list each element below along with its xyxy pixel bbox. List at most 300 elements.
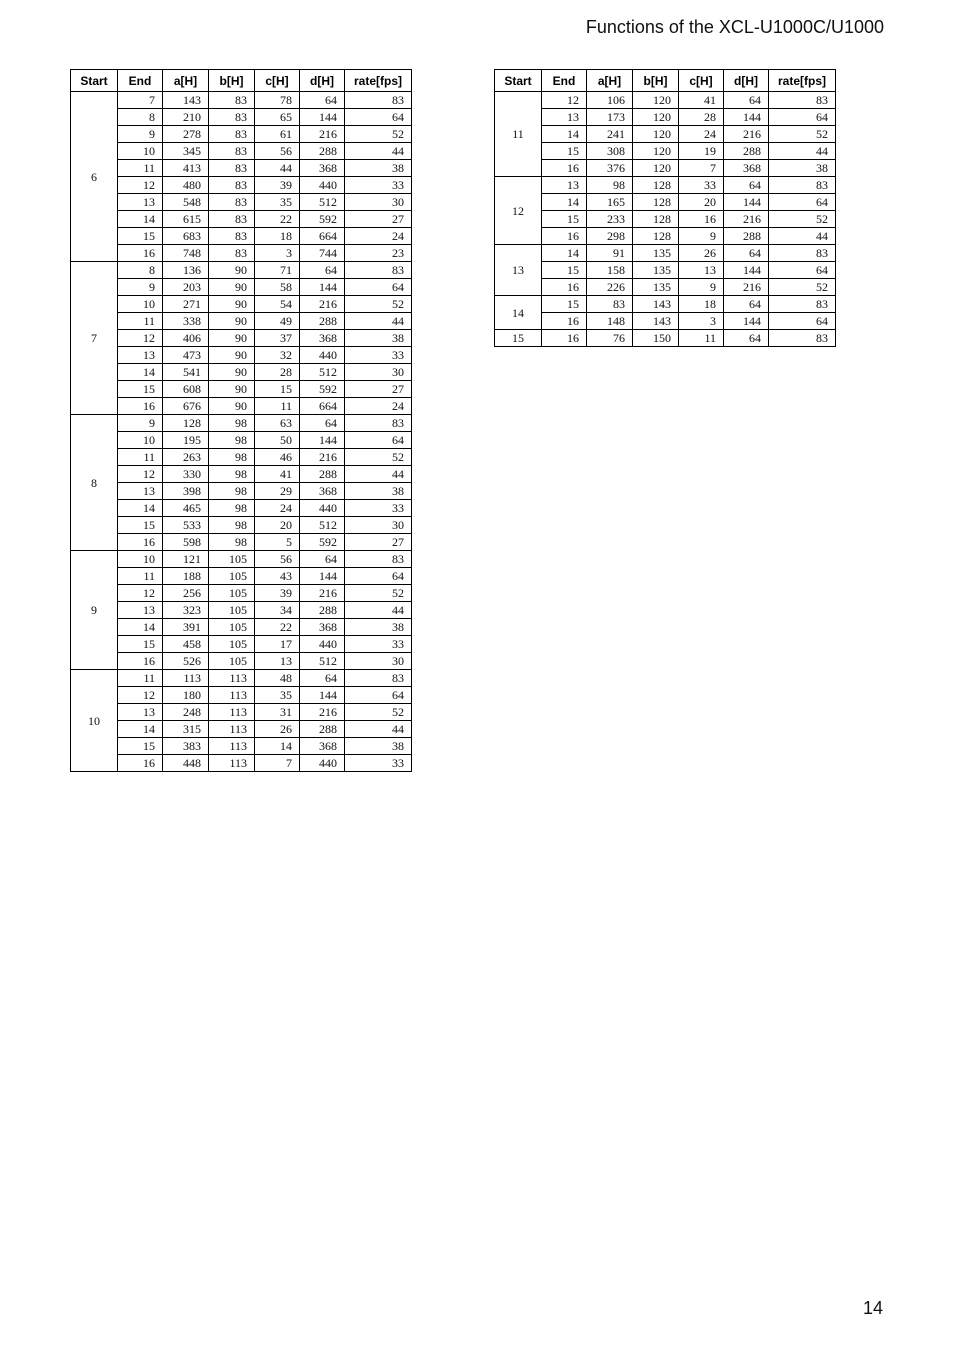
rate-cell: 64: [345, 687, 412, 704]
rate-cell: 23: [345, 245, 412, 262]
end-cell: 12: [118, 330, 163, 347]
end-cell: 15: [118, 517, 163, 534]
d-cell: 144: [724, 109, 769, 126]
d-cell: 144: [724, 313, 769, 330]
rate-cell: 52: [345, 296, 412, 313]
column-header-b: b[H]: [633, 70, 679, 92]
end-cell: 13: [542, 177, 587, 194]
d-cell: 368: [300, 330, 345, 347]
a-cell: 683: [163, 228, 209, 245]
c-cell: 39: [255, 177, 300, 194]
b-cell: 143: [633, 296, 679, 313]
table-row: [71, 585, 412, 602]
b-cell: 113: [209, 738, 255, 755]
b-cell: 83: [209, 245, 255, 262]
rate-cell: 30: [345, 517, 412, 534]
rate-cell: 44: [345, 313, 412, 330]
b-cell: 120: [633, 109, 679, 126]
end-cell: 10: [118, 432, 163, 449]
table-row: [71, 211, 412, 228]
c-cell: 33: [679, 177, 724, 194]
d-cell: 744: [300, 245, 345, 262]
b-cell: 120: [633, 160, 679, 177]
table-row: [495, 109, 836, 126]
rate-cell: 44: [345, 602, 412, 619]
end-cell: 16: [542, 313, 587, 330]
start-cell: 10: [71, 670, 118, 772]
table-row: [495, 194, 836, 211]
a-cell: 458: [163, 636, 209, 653]
d-cell: 592: [300, 381, 345, 398]
rate-cell: 83: [769, 92, 836, 109]
b-cell: 98: [209, 415, 255, 432]
b-cell: 98: [209, 517, 255, 534]
end-cell: 12: [542, 92, 587, 109]
table-row: [71, 398, 412, 415]
table-row: [495, 279, 836, 296]
table-row: [71, 500, 412, 517]
c-cell: 44: [255, 160, 300, 177]
c-cell: 29: [255, 483, 300, 500]
table-row: [71, 619, 412, 636]
rate-cell: 33: [345, 636, 412, 653]
d-cell: 216: [724, 279, 769, 296]
column-header-rate: rate[fps]: [769, 70, 836, 92]
d-cell: 64: [724, 177, 769, 194]
c-cell: 24: [679, 126, 724, 143]
table-row: [495, 262, 836, 279]
c-cell: 32: [255, 347, 300, 364]
a-cell: 271: [163, 296, 209, 313]
start-cell: 9: [71, 551, 118, 670]
start-cell: 15: [495, 330, 542, 347]
b-cell: 83: [209, 92, 255, 109]
d-cell: 144: [300, 432, 345, 449]
a-cell: 136: [163, 262, 209, 279]
b-cell: 105: [209, 619, 255, 636]
a-cell: 376: [587, 160, 633, 177]
a-cell: 248: [163, 704, 209, 721]
c-cell: 78: [255, 92, 300, 109]
b-cell: 98: [209, 449, 255, 466]
timing-table-left: [70, 69, 412, 772]
column-header-a: a[H]: [587, 70, 633, 92]
c-cell: 41: [679, 92, 724, 109]
d-cell: 216: [300, 126, 345, 143]
end-cell: 13: [118, 704, 163, 721]
a-cell: 323: [163, 602, 209, 619]
d-cell: 64: [724, 330, 769, 347]
table-row: [71, 279, 412, 296]
start-cell: 7: [71, 262, 118, 415]
c-cell: 26: [679, 245, 724, 262]
d-cell: 216: [724, 126, 769, 143]
rate-cell: 24: [345, 228, 412, 245]
c-cell: 50: [255, 432, 300, 449]
rate-cell: 33: [345, 347, 412, 364]
a-cell: 241: [587, 126, 633, 143]
rate-cell: 44: [769, 143, 836, 160]
table-row: [71, 364, 412, 381]
end-cell: 13: [542, 109, 587, 126]
d-cell: 64: [724, 245, 769, 262]
a-cell: 76: [587, 330, 633, 347]
table-row: [71, 432, 412, 449]
a-cell: 541: [163, 364, 209, 381]
end-cell: 9: [118, 415, 163, 432]
a-cell: 345: [163, 143, 209, 160]
rate-cell: 64: [769, 262, 836, 279]
end-cell: 11: [118, 670, 163, 687]
d-cell: 512: [300, 517, 345, 534]
start-cell: 11: [495, 92, 542, 177]
rate-cell: 27: [345, 381, 412, 398]
b-cell: 113: [209, 670, 255, 687]
b-cell: 90: [209, 381, 255, 398]
table-row: [71, 517, 412, 534]
d-cell: 64: [300, 415, 345, 432]
d-cell: 664: [300, 228, 345, 245]
table-row: [71, 738, 412, 755]
rate-cell: 83: [345, 415, 412, 432]
c-cell: 16: [679, 211, 724, 228]
c-cell: 65: [255, 109, 300, 126]
a-cell: 165: [587, 194, 633, 211]
c-cell: 31: [255, 704, 300, 721]
rate-cell: 44: [769, 228, 836, 245]
a-cell: 480: [163, 177, 209, 194]
rate-cell: 64: [769, 109, 836, 126]
end-cell: 16: [542, 279, 587, 296]
b-cell: 105: [209, 602, 255, 619]
c-cell: 49: [255, 313, 300, 330]
table-row: [71, 687, 412, 704]
table-row: [71, 92, 412, 109]
table-row: [71, 228, 412, 245]
c-cell: 19: [679, 143, 724, 160]
rate-cell: 83: [769, 296, 836, 313]
rate-cell: 44: [345, 143, 412, 160]
rate-cell: 64: [769, 194, 836, 211]
table-row: [71, 415, 412, 432]
b-cell: 90: [209, 313, 255, 330]
start-cell: 6: [71, 92, 118, 262]
end-cell: 16: [118, 398, 163, 415]
end-cell: 14: [118, 364, 163, 381]
rate-cell: 83: [345, 670, 412, 687]
d-cell: 440: [300, 636, 345, 653]
a-cell: 548: [163, 194, 209, 211]
d-cell: 64: [724, 92, 769, 109]
end-cell: 12: [118, 177, 163, 194]
b-cell: 90: [209, 296, 255, 313]
rate-cell: 38: [345, 160, 412, 177]
c-cell: 17: [255, 636, 300, 653]
table-row: [71, 347, 412, 364]
a-cell: 465: [163, 500, 209, 517]
b-cell: 83: [209, 194, 255, 211]
a-cell: 233: [587, 211, 633, 228]
c-cell: 20: [679, 194, 724, 211]
d-cell: 664: [300, 398, 345, 415]
d-cell: 144: [300, 109, 345, 126]
table-row: [495, 228, 836, 245]
table-row: [71, 330, 412, 347]
end-cell: 15: [118, 738, 163, 755]
c-cell: 26: [255, 721, 300, 738]
start-cell: 12: [495, 177, 542, 245]
table-row: [71, 143, 412, 160]
d-cell: 216: [300, 585, 345, 602]
table-row: [71, 245, 412, 262]
column-header-c: c[H]: [255, 70, 300, 92]
b-cell: 83: [209, 143, 255, 160]
rate-cell: 64: [769, 313, 836, 330]
c-cell: 63: [255, 415, 300, 432]
a-cell: 143: [163, 92, 209, 109]
end-cell: 13: [118, 194, 163, 211]
rate-cell: 52: [345, 126, 412, 143]
d-cell: 216: [300, 704, 345, 721]
table-row: [71, 262, 412, 279]
table-row: [495, 313, 836, 330]
table-row: [71, 109, 412, 126]
a-cell: 113: [163, 670, 209, 687]
end-cell: 12: [118, 466, 163, 483]
c-cell: 56: [255, 143, 300, 160]
end-cell: 10: [118, 551, 163, 568]
d-cell: 288: [300, 143, 345, 160]
end-cell: 15: [542, 296, 587, 313]
b-cell: 105: [209, 653, 255, 670]
b-cell: 98: [209, 466, 255, 483]
d-cell: 216: [300, 296, 345, 313]
b-cell: 90: [209, 330, 255, 347]
d-cell: 288: [724, 228, 769, 245]
d-cell: 368: [300, 160, 345, 177]
b-cell: 90: [209, 279, 255, 296]
column-header-rate: rate[fps]: [345, 70, 412, 92]
end-cell: 11: [118, 313, 163, 330]
b-cell: 98: [209, 483, 255, 500]
b-cell: 105: [209, 585, 255, 602]
rate-cell: 83: [345, 92, 412, 109]
end-cell: 15: [118, 228, 163, 245]
rate-cell: 38: [769, 160, 836, 177]
c-cell: 35: [255, 194, 300, 211]
rate-cell: 83: [769, 177, 836, 194]
d-cell: 144: [300, 279, 345, 296]
c-cell: 56: [255, 551, 300, 568]
d-cell: 440: [300, 755, 345, 772]
d-cell: 440: [300, 347, 345, 364]
d-cell: 144: [724, 194, 769, 211]
a-cell: 83: [587, 296, 633, 313]
a-cell: 338: [163, 313, 209, 330]
column-header-end: End: [118, 70, 163, 92]
table-row: [71, 704, 412, 721]
b-cell: 150: [633, 330, 679, 347]
a-cell: 406: [163, 330, 209, 347]
a-cell: 188: [163, 568, 209, 585]
table-row: [71, 466, 412, 483]
end-cell: 10: [118, 143, 163, 160]
a-cell: 173: [587, 109, 633, 126]
rate-cell: 83: [769, 330, 836, 347]
b-cell: 120: [633, 92, 679, 109]
start-cell: 14: [495, 296, 542, 330]
column-header-end: End: [542, 70, 587, 92]
a-cell: 121: [163, 551, 209, 568]
rate-cell: 44: [345, 466, 412, 483]
a-cell: 473: [163, 347, 209, 364]
rate-cell: 52: [769, 211, 836, 228]
b-cell: 120: [633, 126, 679, 143]
column-header-a: a[H]: [163, 70, 209, 92]
c-cell: 35: [255, 687, 300, 704]
rate-cell: 52: [345, 585, 412, 602]
start-cell: 13: [495, 245, 542, 296]
d-cell: 288: [300, 466, 345, 483]
table-row: [495, 330, 836, 347]
b-cell: 90: [209, 262, 255, 279]
b-cell: 83: [209, 177, 255, 194]
d-cell: 64: [300, 262, 345, 279]
a-cell: 748: [163, 245, 209, 262]
table-row: [71, 126, 412, 143]
c-cell: 34: [255, 602, 300, 619]
b-cell: 128: [633, 211, 679, 228]
table-row: [495, 296, 836, 313]
c-cell: 13: [679, 262, 724, 279]
c-cell: 3: [255, 245, 300, 262]
rate-cell: 24: [345, 398, 412, 415]
d-cell: 592: [300, 211, 345, 228]
b-cell: 113: [209, 755, 255, 772]
a-cell: 398: [163, 483, 209, 500]
c-cell: 3: [679, 313, 724, 330]
table-row: [71, 449, 412, 466]
table-row: [71, 296, 412, 313]
end-cell: 13: [118, 483, 163, 500]
b-cell: 120: [633, 143, 679, 160]
b-cell: 83: [209, 228, 255, 245]
d-cell: 64: [724, 296, 769, 313]
b-cell: 83: [209, 126, 255, 143]
d-cell: 144: [300, 568, 345, 585]
rate-cell: 83: [769, 245, 836, 262]
a-cell: 526: [163, 653, 209, 670]
c-cell: 20: [255, 517, 300, 534]
c-cell: 11: [255, 398, 300, 415]
page-header-title: Functions of the XCL-U1000C/U1000: [585, 17, 884, 37]
table-row: [71, 568, 412, 585]
c-cell: 41: [255, 466, 300, 483]
rate-cell: 64: [345, 568, 412, 585]
d-cell: 216: [300, 449, 345, 466]
end-cell: 15: [542, 143, 587, 160]
d-cell: 144: [724, 262, 769, 279]
end-cell: 7: [118, 92, 163, 109]
table-row: [71, 755, 412, 772]
rate-cell: 64: [345, 279, 412, 296]
b-cell: 128: [633, 228, 679, 245]
end-cell: 14: [118, 721, 163, 738]
column-header-b: b[H]: [209, 70, 255, 92]
rate-cell: 33: [345, 500, 412, 517]
b-cell: 135: [633, 279, 679, 296]
table-row: [71, 381, 412, 398]
end-cell: 15: [542, 262, 587, 279]
b-cell: 105: [209, 568, 255, 585]
table-row: [495, 245, 836, 262]
table-row: [495, 143, 836, 160]
rate-cell: 83: [345, 262, 412, 279]
end-cell: 16: [542, 330, 587, 347]
a-cell: 98: [587, 177, 633, 194]
column-header-d: d[H]: [300, 70, 345, 92]
a-cell: 298: [587, 228, 633, 245]
end-cell: 9: [118, 279, 163, 296]
rate-cell: 64: [345, 109, 412, 126]
a-cell: 330: [163, 466, 209, 483]
c-cell: 28: [255, 364, 300, 381]
c-cell: 7: [255, 755, 300, 772]
c-cell: 71: [255, 262, 300, 279]
table-row: [71, 653, 412, 670]
rate-cell: 64: [345, 432, 412, 449]
d-cell: 288: [300, 721, 345, 738]
rate-cell: 83: [345, 551, 412, 568]
c-cell: 14: [255, 738, 300, 755]
d-cell: 368: [724, 160, 769, 177]
c-cell: 22: [255, 211, 300, 228]
table-row: [495, 160, 836, 177]
d-cell: 512: [300, 364, 345, 381]
end-cell: 14: [542, 126, 587, 143]
end-cell: 8: [118, 262, 163, 279]
b-cell: 113: [209, 704, 255, 721]
a-cell: 180: [163, 687, 209, 704]
table-header-row: [495, 70, 836, 92]
b-cell: 143: [633, 313, 679, 330]
c-cell: 5: [255, 534, 300, 551]
b-cell: 113: [209, 721, 255, 738]
c-cell: 24: [255, 500, 300, 517]
end-cell: 16: [542, 160, 587, 177]
c-cell: 11: [679, 330, 724, 347]
d-cell: 288: [300, 602, 345, 619]
c-cell: 43: [255, 568, 300, 585]
a-cell: 226: [587, 279, 633, 296]
a-cell: 128: [163, 415, 209, 432]
d-cell: 368: [300, 619, 345, 636]
rate-cell: 52: [345, 704, 412, 721]
b-cell: 105: [209, 551, 255, 568]
rate-cell: 38: [345, 619, 412, 636]
c-cell: 13: [255, 653, 300, 670]
c-cell: 18: [255, 228, 300, 245]
d-cell: 64: [300, 92, 345, 109]
b-cell: 135: [633, 245, 679, 262]
rate-cell: 27: [345, 211, 412, 228]
c-cell: 7: [679, 160, 724, 177]
c-cell: 46: [255, 449, 300, 466]
end-cell: 16: [118, 245, 163, 262]
rate-cell: 27: [345, 534, 412, 551]
column-header-d: d[H]: [724, 70, 769, 92]
d-cell: 440: [300, 500, 345, 517]
